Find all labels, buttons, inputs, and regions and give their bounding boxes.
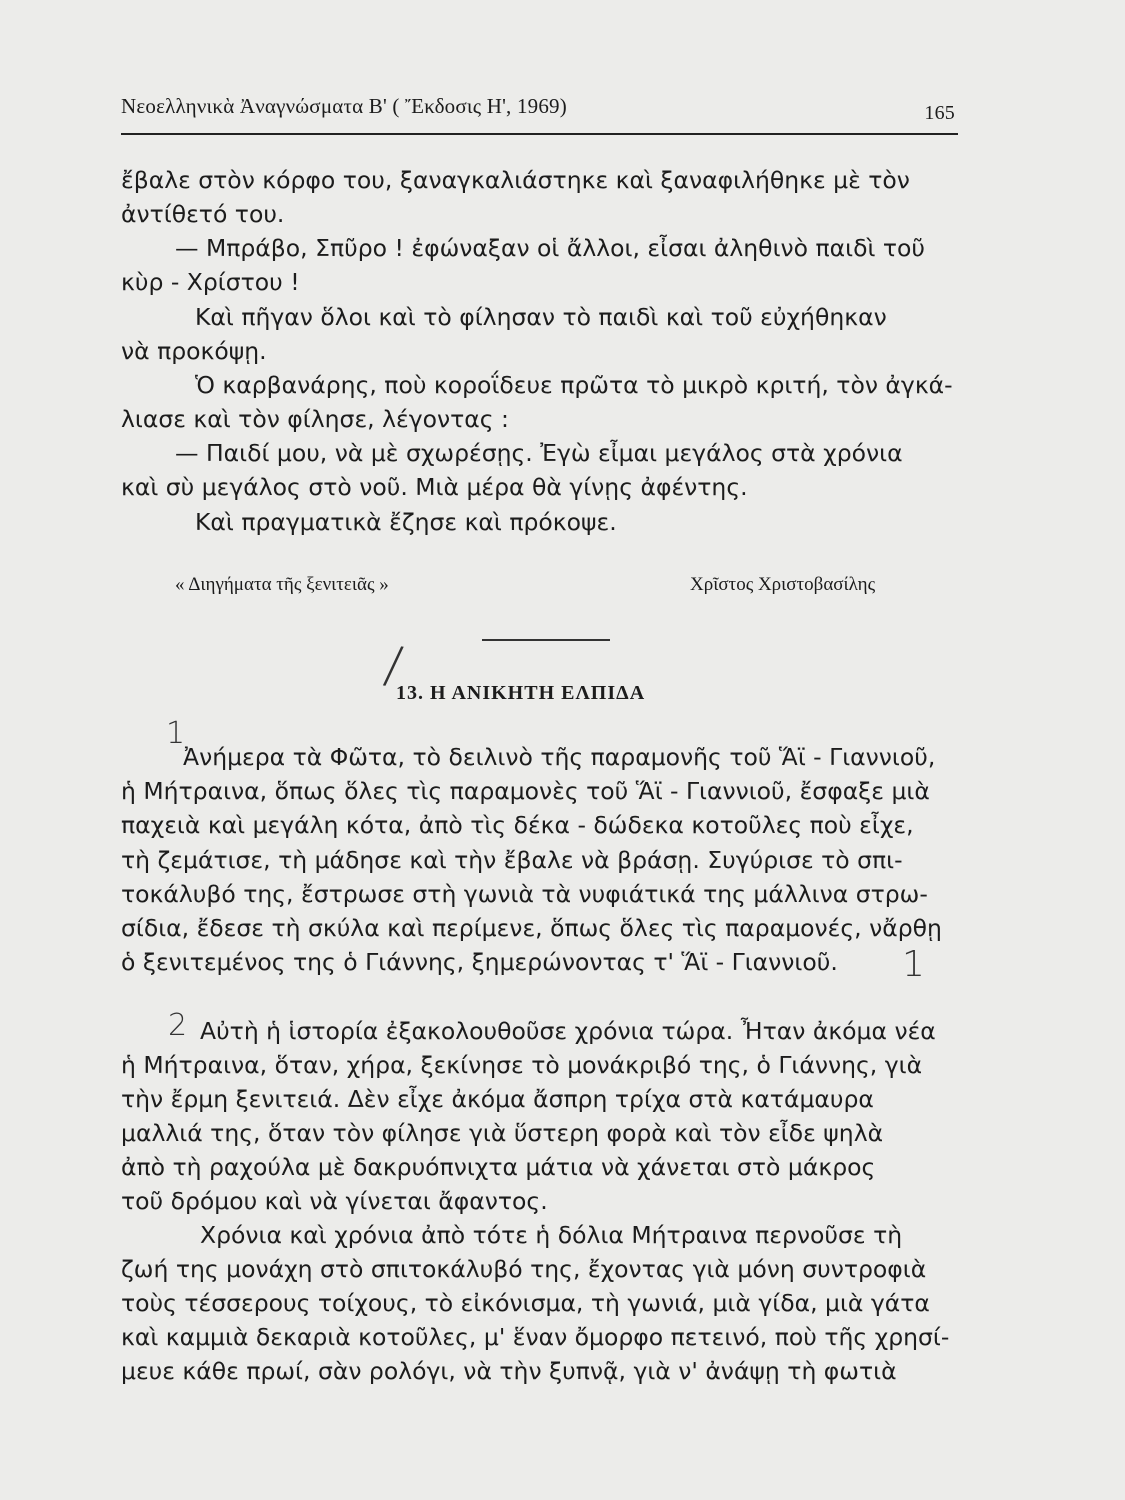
text-line: Χρόνια καὶ χρόνια ἀπὸ τότε ἡ δόλια Μήτραινα περνοῦσε τὴ xyxy=(200,1221,903,1249)
header-rule xyxy=(121,133,958,135)
text-line: Καὶ πῆγαν ὅλοι καὶ τὸ φίλησαν τὸ παιδὶ καὶ τοῦ εὐχήθηκαν xyxy=(195,303,887,331)
text-line: ἀπὸ τὴ ραχούλα μὲ δακρυόπνιχτα μάτια νὰ χάνεται στὸ μάκρος xyxy=(121,1153,876,1181)
text-line: ἡ Μήτραινα, ὅταν, χήρα, ξεκίνησε τὸ μονάκριβό της, ὁ Γιάννης, γιὰ xyxy=(121,1051,923,1079)
handwritten-paragraph-number: 2 xyxy=(168,1008,188,1043)
text-line: σίδια, ἔδεσε τὴ σκύλα καὶ περίμενε, ὅπως ὅλες τὶς παραμονές, νἄρθῃ xyxy=(121,914,942,942)
text-line: ἡ Μήτραινα, ὅπως ὅλες τὶς παραμονὲς τοῦ Ἅϊ - Γιαννιοῦ, ἔσφαξε μιὰ xyxy=(121,777,930,805)
text-line: Αὐτὴ ἡ ἱστορία ἐξακολουθοῦσε χρόνια τώρα. Ἦταν ἀκόμα νέα xyxy=(200,1017,936,1045)
text-line: τὴν ἔρμη ξενιτειά. Δὲν εἶχε ἀκόμα ἄσπρη τρίχα στὰ κατάμαυρα xyxy=(121,1085,874,1113)
author-name: Χρῖστος Χριστοβασίλης xyxy=(690,574,876,595)
book-title: Νεοελληνικὰ Ἀναγνώσματα Β' ( Ἔκδοσις Η', 1969) xyxy=(121,94,567,118)
text-line: τοὺς τέσσερους τοίχους, τὸ εἰκόνισμα, τὴ γωνιά, μιὰ γίδα, μιὰ γάτα xyxy=(121,1289,930,1317)
text-line: — Μπράβο, Σπῦρο ! ἐφώναξαν οἱ ἄλλοι, εἶσαι ἀληθινὸ παιδὶ τοῦ xyxy=(175,234,926,262)
text-line: κὺρ - Χρίστου ! xyxy=(121,268,300,296)
text-line: μαλλιά της, ὅταν τὸν φίλησε γιὰ ὕστερη φορὰ καὶ τὸν εἶδε ψηλὰ xyxy=(121,1119,884,1147)
text-line: τοκάλυβό της, ἔστρωσε στὴ γωνιὰ τὰ νυφιάτικά της μάλλινα στρω- xyxy=(121,880,928,908)
handwritten-paragraph-number: 1 xyxy=(166,716,186,751)
text-line: Ὁ καρβανάρης, ποὺ κοροΐδευε πρῶτα τὸ μικρὸ κριτή, τὸν ἀγκά- xyxy=(195,371,953,399)
text-line: τὴ ζεμάτισε, τὴ μάδησε καὶ τὴν ἔβαλε νὰ βράσῃ. Συγύρισε τὸ σπι- xyxy=(121,846,903,874)
page-number: 165 xyxy=(924,102,955,124)
text-line: ζωή της μονάχη στὸ σπιτοκάλυβό της, ἔχοντας γιὰ μόνη συντροφιὰ xyxy=(121,1255,927,1283)
text-line: καὶ καμμιὰ δεκαριὰ κοτοῦλες, μ' ἕναν ὄμορφο πετεινό, ποὺ τῆς χρησί- xyxy=(121,1323,950,1351)
running-header xyxy=(121,94,958,130)
text-line: καὶ σὺ μεγάλος στὸ νοῦ. Μιὰ μέρα θὰ γίνῃς ἀφέντης. xyxy=(121,473,748,501)
chapter-heading: 13. Η ΑΝΙΚΗΤΗ ΕΛΠΙΔΑ xyxy=(396,682,646,704)
text-line: Ἀνήμερα τὰ Φῶτα, τὸ δειλινὸ τῆς παραμονῆς τοῦ Ἅϊ - Γιαννιοῦ, xyxy=(183,743,936,771)
text-line: τοῦ δρόμου καὶ νὰ γίνεται ἄφαντος. xyxy=(121,1187,548,1215)
text-line: — Παιδί μου, νὰ μὲ σχωρέσῃς. Ἐγὼ εἶμαι μεγάλος στὰ χρόνια xyxy=(175,439,903,467)
text-line: λιασε καὶ τὸν φίλησε, λέγοντας : xyxy=(121,405,509,433)
text-line: νὰ προκόψῃ. xyxy=(121,337,267,365)
handwritten-margin-mark: / xyxy=(381,635,406,695)
text-line: μευε κάθε πρωί, σὰν ρολόγι, νὰ τὴν ξυπνᾷ, γιὰ ν' ἀνάψῃ τὴ φωτιὰ xyxy=(121,1357,897,1385)
text-line: Καὶ πραγματικὰ ἔζησε καὶ πρόκοψε. xyxy=(195,508,617,536)
section-separator xyxy=(482,639,610,641)
source-citation: « Διηγήματα τῆς ξενιτειᾶς » xyxy=(175,574,389,595)
text-line: ἔβαλε στὸν κόρφο του, ξαναγκαλιάστηκε καὶ ξαναφιλήθηκε μὲ τὸν xyxy=(121,166,910,194)
text-line: παχειὰ καὶ μεγάλη κότα, ἀπὸ τὶς δέκα - δώδεκα κοτοῦλες ποὺ εἶχε, xyxy=(121,811,914,839)
text-line: ἀντίθετό του. xyxy=(121,200,285,228)
text-line: ὁ ξενιτεμένος της ὁ Γιάννης, ξημερώνοντας τ' Ἅϊ - Γιαννιοῦ. xyxy=(121,948,838,976)
handwritten-end-mark: 1 xyxy=(902,944,925,985)
